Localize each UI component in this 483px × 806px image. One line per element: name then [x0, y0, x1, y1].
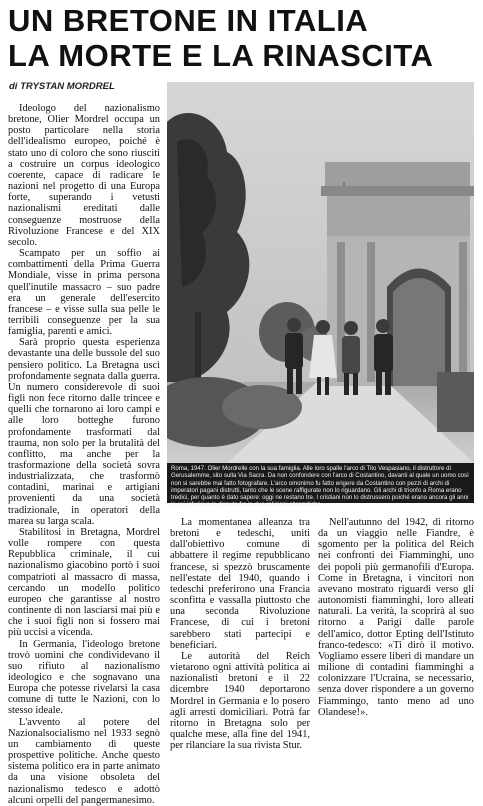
article-column-1 — [8, 103, 160, 806]
byline-prefix: di — [9, 81, 18, 92]
paragraph: Nell'autunno del 1942, di ritorno da un viaggio nelle Fiandre, è sgomento per la politica del Reich nei confronti dei Fiamminghi, uno dei popoli più germanofili d'Europa. Come in Bretagna, i vincitori non avevano mostrato riguardi verso gli autonomisti fiamminghi, loro alleati naturali. La verità, la scoprirà al suo ritorno a Parigi dalle parole dell'amico, dottor Epting dell'Istituto franco-tedesco: «Ti dirò il motivo. Vogliamo essere liberi di mandare un milione di contadini fiamminghi a colonizzare l'Ucraina, se necessario, senza dover rispondere a un governo Fiammingo, tanto meno ad uno Olandese!». — [318, 517, 474, 718]
paragraph: In Germania, l'ideologo bretone trovò uomini che condividevano il suo rifiuto al nazionalismo ideologico e che sognavano una Europa che potesse rivelarsi la casa comune di tutte le Nazioni, con lo stesso ideale. — [8, 638, 160, 717]
article-column-3 — [318, 517, 474, 722]
headline-line-1: UN BRETONE IN ITALIA — [8, 3, 369, 38]
paragraph: Le autorità del Reich vietarono ogni attività politica ai nazionalisti bretoni e il 22 dicembre 1940 deportarono Mordrel in Germania e lo posero agli arresti domiciliari. Potrà far ritorno in Bretagna solo per qualche mese, alla fine del 1941, per rilanciare la sua rivista Stur. — [170, 650, 310, 752]
historical-photo — [167, 82, 474, 463]
photo-caption: Roma, 1947. Olier Mordrelle con la sua famiglia. Alle loro spalle l'arco di Tito Vespasiano, il distruttore di Gerusalemme, sito sulla Via Sacra. Da non confondere con l'arco di Costantino, davanti al quale un uomo così non si sarebbe mai fatto fotografare. L'arco omonimo fu fatto erigere da Costantino con pezzi di archi di imperatori pagani distrutti, tanto che le scene raffigurate non lo riguardano. Gli archi di trionfo a Roma erano tredici, per quanto è dato sapere: oggi ne restano tre. I cristiani non lo distrussero poiché erano ancora gli anni in cui infuriava la disputa fra le due religioni abramitiche. — [167, 463, 474, 503]
headline-line-2: LA MORTE E LA RINASCITA — [8, 38, 434, 73]
byline — [9, 81, 115, 92]
paragraph: Scampato per un soffio ai combattimenti della Prima Guerra Mondiale, visse in prima persona quell'inutile massacro – suo padre era un generale dell'esercito francese – e visse sulla sua pelle le terribili conseguenze per la sua famiglia, parenti e amici. — [8, 248, 160, 338]
paragraph: Stabilitosi in Bretagna, Mordrel volle rompere con questa Repubblica criminale, il cui nazionalismo giacobino portò i suoi compatrioti al massacro di massa, cercando un modello politico europeo che garantisse al nostro continente di non lasciarsi mai più e che i suoi figli non si fossero mai più uccisi a vicenda. — [8, 526, 160, 639]
paragraph: Ideologo del nazionalismo bretone, Olier Mordrel occupa un posto particolare nella storia dell'idealismo europeo, poiché è stato uno di coloro che sono riusciti a costruire un corpus ideologico coerente, capace di radicare le nazioni nel progetto di una Europa forte, superando i vetusti nazionalismi ereditati dalle conseguenze mostruose della Rivoluzione Francese e del XIX secolo. — [8, 103, 160, 248]
author-name: TRYSTAN MORDREL — [20, 81, 115, 92]
paragraph: Sarà proprio questa esperienza devastante una delle bussole del suo pensiero politico. La Bretagna uscì profondamente segnata dalla guerra. Un numero considerevole di suoi figli non fece ritorno dalle trincee e quelli che tornarono ai loro campi e alle loro botteghe furono profondamente trasformati dal trauma, non solo per la brutalità del conflitto, ma anche per la trasformazione della società sovra industrializzata, che trasformò contadini, marinai e artigiani provenienti da una società tradizionale, in operatori della marea su larga scala. — [8, 337, 160, 527]
paragraph: L'avvento al potere del Nazionalsocialismo nel 1933 segnò un cambiamento di queste prospettive politiche. Anche questo sistema politico era in parte animato da una visione obsoleta del nazionalismo tedesco e adottò alcuni orpelli del pangermanesimo. — [8, 716, 160, 806]
article-column-2 — [170, 517, 310, 752]
paragraph: La momentanea alleanza tra bretoni e tedeschi, uniti dall'obiettivo comune di abbattere il regime repubblicano francese, si spezzò bruscamente nell'estate del 1940, quando i tedeschi preferirono una Francia sconfitta e vassalla piuttosto che una seconda Rivoluzione Francese, di cui i bretoni sarebbero stati partecipi e beneficiari. — [170, 517, 310, 651]
arch-of-titus-photo-illustration — [167, 82, 474, 463]
